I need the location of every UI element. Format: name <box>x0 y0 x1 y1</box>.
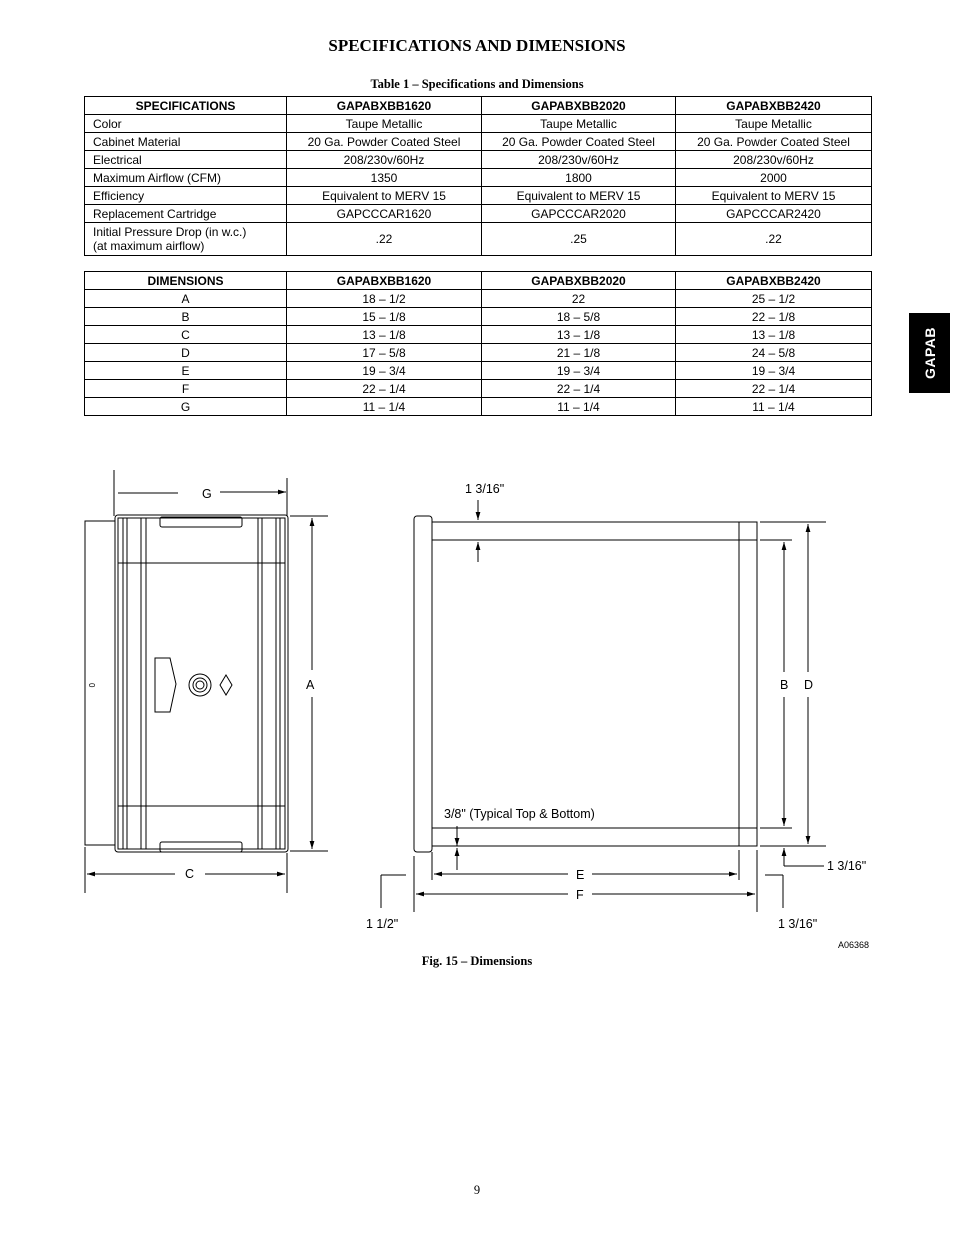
row-label: F <box>85 380 287 398</box>
cell: 19 – 3/4 <box>676 362 872 380</box>
cell: 13 – 1/8 <box>482 326 676 344</box>
figure-caption: Fig. 15 – Dimensions <box>421 954 533 968</box>
label-e: E <box>576 868 585 882</box>
label-left-offset: 1 1/2" <box>366 917 399 931</box>
cell: 17 – 5/8 <box>287 344 482 362</box>
table-row <box>85 326 872 344</box>
label-c: C <box>185 867 195 881</box>
table-row <box>85 308 872 326</box>
row-label: Electrical <box>85 151 287 169</box>
table-row <box>85 223 872 256</box>
table-row <box>85 205 872 223</box>
cell: Taupe Metallic <box>287 115 482 133</box>
cell: 18 – 1/2 <box>287 290 482 308</box>
cell: 20 Ga. Powder Coated Steel <box>482 133 676 151</box>
label-bottom-right: 1 3/16" <box>778 917 818 931</box>
cell: GAPCCCAR2020 <box>482 205 676 223</box>
cell: 208/230v/60Hz <box>287 151 482 169</box>
header-cell: SPECIFICATIONS <box>85 97 287 115</box>
row-label: Maximum Airflow (CFM) <box>85 169 287 187</box>
unit-side-view <box>414 516 757 852</box>
cell: 25 – 1/2 <box>676 290 872 308</box>
header-cell: GAPABXBB2420 <box>676 97 872 115</box>
cell: 11 – 1/4 <box>482 398 676 416</box>
cell: Taupe Metallic <box>676 115 872 133</box>
table-row <box>85 380 872 398</box>
table-row <box>85 398 872 416</box>
label-top-gap: 1 3/16" <box>465 482 505 496</box>
cell: GAPCCCAR1620 <box>287 205 482 223</box>
table-caption: Table 1 – Specifications and Dimensions <box>370 77 584 91</box>
header-cell: GAPABXBB1620 <box>287 272 482 290</box>
cell: .22 <box>287 223 482 256</box>
cell: 11 – 1/4 <box>676 398 872 416</box>
header-cell: GAPABXBB1620 <box>287 97 482 115</box>
cell: 20 Ga. Powder Coated Steel <box>676 133 872 151</box>
cell: 208/230v/60Hz <box>676 151 872 169</box>
cell: 2000 <box>676 169 872 187</box>
cell: 13 – 1/8 <box>287 326 482 344</box>
cell: 21 – 1/8 <box>482 344 676 362</box>
cell: Taupe Metallic <box>482 115 676 133</box>
dimensions-figure <box>0 460 954 940</box>
cell: 1350 <box>287 169 482 187</box>
cell: 1800 <box>482 169 676 187</box>
unit-front-view <box>85 470 288 852</box>
row-label: E <box>85 362 287 380</box>
cell: 20 Ga. Powder Coated Steel <box>287 133 482 151</box>
row-label: D <box>85 344 287 362</box>
dim-header-row <box>85 272 872 290</box>
cell: 22 – 1/4 <box>287 380 482 398</box>
cell: 19 – 3/4 <box>482 362 676 380</box>
cell: GAPCCCAR2420 <box>676 205 872 223</box>
row-label: Efficiency <box>85 187 287 205</box>
label-a: A <box>306 678 315 692</box>
figure-id: A06368 <box>838 940 870 950</box>
section-tab-label: GAPAB <box>921 326 938 380</box>
label-typical: 3/8" (Typical Top & Bottom) <box>444 807 595 821</box>
row-label: Color <box>85 115 287 133</box>
page-number: 9 <box>473 1183 481 1197</box>
row-label: Cabinet Material <box>85 133 287 151</box>
cell: 18 – 5/8 <box>482 308 676 326</box>
page-title: SPECIFICATIONS AND DIMENSIONS <box>328 36 626 55</box>
label-g: G <box>202 487 212 501</box>
table-row <box>85 151 872 169</box>
cell: 22 – 1/8 <box>676 308 872 326</box>
cell: 24 – 5/8 <box>676 344 872 362</box>
table-row <box>85 344 872 362</box>
cell: 208/230v/60Hz <box>482 151 676 169</box>
row-label: C <box>85 326 287 344</box>
row-label: B <box>85 308 287 326</box>
header-cell: GAPABXBB2420 <box>676 272 872 290</box>
cell: 22 – 1/4 <box>482 380 676 398</box>
header-cell: GAPABXBB2020 <box>482 97 676 115</box>
row-label-line: Initial Pressure Drop (in w.c.) <box>93 225 247 239</box>
cell: Equivalent to MERV 15 <box>287 187 482 205</box>
table-row <box>85 290 872 308</box>
table-row <box>85 133 872 151</box>
cell: 15 – 1/8 <box>287 308 482 326</box>
cell: 22 <box>482 290 676 308</box>
row-label: G <box>85 398 287 416</box>
cell: .25 <box>482 223 676 256</box>
label-side-mark: 0 <box>87 683 96 688</box>
specifications-table <box>84 96 872 256</box>
row-label <box>85 223 287 256</box>
header-cell: DIMENSIONS <box>85 272 287 290</box>
label-f: F <box>576 888 584 902</box>
table-row <box>85 169 872 187</box>
label-b: B <box>780 678 789 692</box>
cell: 22 – 1/4 <box>676 380 872 398</box>
row-label-line: (at maximum airflow) <box>93 239 205 253</box>
spec-header-row <box>85 97 872 115</box>
cell: Equivalent to MERV 15 <box>482 187 676 205</box>
cell: Equivalent to MERV 15 <box>676 187 872 205</box>
cell: .22 <box>676 223 872 256</box>
table-row <box>85 115 872 133</box>
cell: 11 – 1/4 <box>287 398 482 416</box>
row-label: A <box>85 290 287 308</box>
table-row <box>85 187 872 205</box>
label-d: D <box>804 678 814 692</box>
cell: 19 – 3/4 <box>287 362 482 380</box>
section-tab <box>909 313 950 393</box>
dimensions-table <box>84 271 872 416</box>
label-right-gap: 1 3/16" <box>827 859 867 873</box>
row-label: Replacement Cartridge <box>85 205 287 223</box>
header-cell: GAPABXBB2020 <box>482 272 676 290</box>
cell: 13 – 1/8 <box>676 326 872 344</box>
table-row <box>85 362 872 380</box>
